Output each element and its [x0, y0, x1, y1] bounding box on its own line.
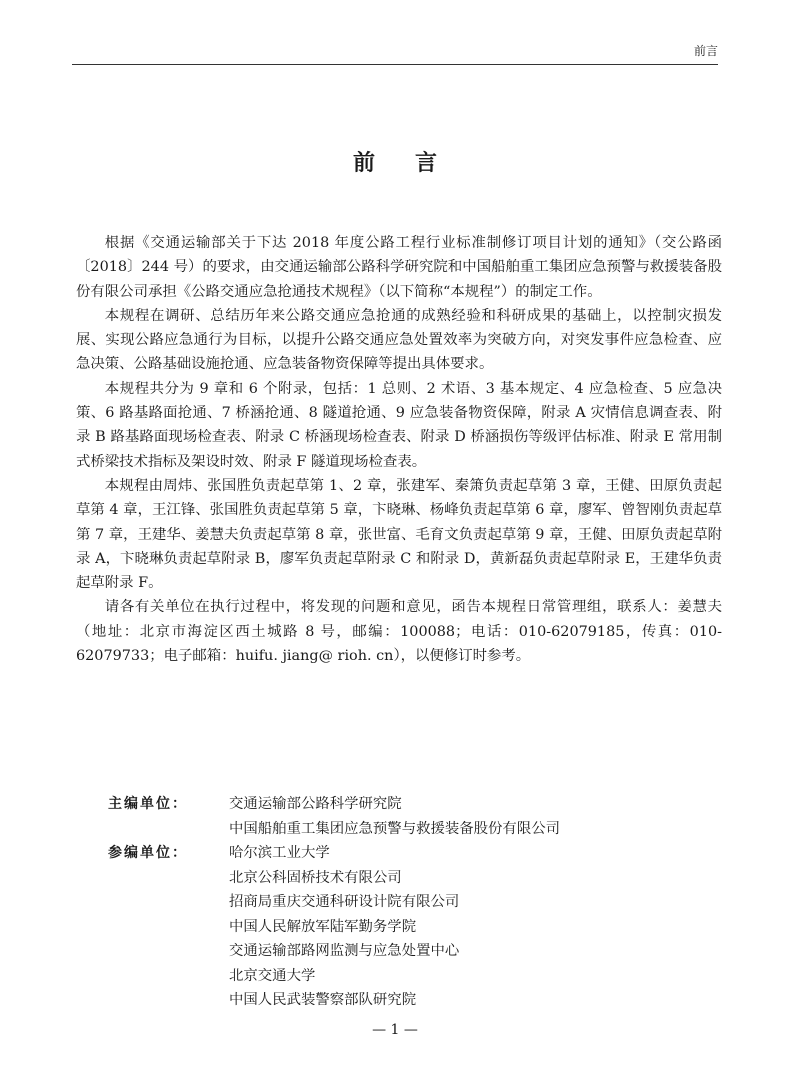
foreword-body	[76, 231, 722, 668]
running-header	[72, 42, 718, 65]
paragraph: 本规程由周炜、张国胜负责起草第 1、2 章，张建军、秦箫负责起草第 3 章，王健、田原负责起草第 4 章，王江锋、张国胜负责起草第 5 章，卞晓琳、杨峰负责起草第 6 章，廖军、曾智刚负责起草第 7 章，王建华、姜慧夫负责起草第 8 章，张世富、毛育文负责起草第 9 章，王健、田原负责起草附录 A，卞晓琳负责起草附录 B，廖军负责起草附录 C 和附录 D，黄新磊负责起草附录 E，王建华负责起草附录 F。	[76, 477, 722, 592]
unit-item: 哈尔滨工业大学	[229, 845, 330, 861]
paragraph: 请各有关单位在执行过程中，将发现的问题和意见，函告本规程日常管理组，联系人：姜慧夫（地址：北京市海淀区西土城路 8 号，邮编：100088；电话：010-62079185，传真：010-62079733；电子邮箱：huifu. jiang@ rioh. cn），以便修订时参考。	[76, 599, 722, 665]
participating-units	[108, 841, 708, 1013]
chief-units-list	[229, 792, 708, 841]
page-number: — 1 —	[372, 1022, 418, 1038]
paragraph: 本规程共分为 9 章和 6 个附录，包括：1 总则、2 术语、3 基本规定、4 应急检查、5 应急决策、6 路基路面抢通、7 桥涵抢通、8 隧道抢通、9 应急装备物资保障，附录 A 灾情信息调查表、附录 B 路基路面现场检查表、附录 C 桥涵现场检查表、附录 D 桥涵损伤等级评估标准、附录 E 常用制式桥梁技术指标及架设时效、附录 F 隧道现场检查表。	[76, 380, 722, 470]
running-header-title: 前言	[693, 44, 718, 58]
participating-units-list	[229, 841, 708, 1013]
unit-item: 中国人民解放军陆军勤务学院	[229, 918, 417, 935]
page-title: 前言	[352, 151, 477, 176]
paragraph: 根据《交通运输部关于下达 2018 年度公路工程行业标准制修订项目计划的通知》（交公路函〔2018〕244 号）的要求，由交通运输部公路科学研究院和中国船舶重工集团应急预警与救援装备股份有限公司承担《公路交通应急抢通技术规程》（以下简称“本规程”）的制定工作。	[76, 235, 722, 300]
unit-item: 中国船舶重工集团应急预警与救援装备股份有限公司	[229, 820, 560, 837]
participating-units-label: 参编单位：	[108, 845, 188, 861]
unit-item: 北京交通大学	[229, 967, 316, 984]
unit-item: 北京公科固桥技术有限公司	[229, 869, 402, 886]
unit-item: 交通运输部路网监测与应急处置中心	[229, 943, 460, 959]
paragraph: 本规程在调研、总结历年来公路交通应急抢通的成熟经验和科研成果的基础上，以控制灾损发展、实现公路应急通行为目标，以提升公路交通应急处置效率为突破方向，对突发事件应急检查、应急决策、公路基础设施抢通、应急装备物资保障等提出具体要求。	[76, 307, 722, 373]
unit-item: 交通运输部公路科学研究院	[229, 796, 402, 812]
chief-units-label: 主编单位：	[108, 796, 188, 812]
chief-units	[108, 792, 708, 841]
unit-item: 招商局重庆交通科研设计院有限公司	[229, 894, 460, 910]
unit-item: 中国人民武装警察部队研究院	[229, 992, 417, 1008]
units-section	[108, 792, 708, 1013]
